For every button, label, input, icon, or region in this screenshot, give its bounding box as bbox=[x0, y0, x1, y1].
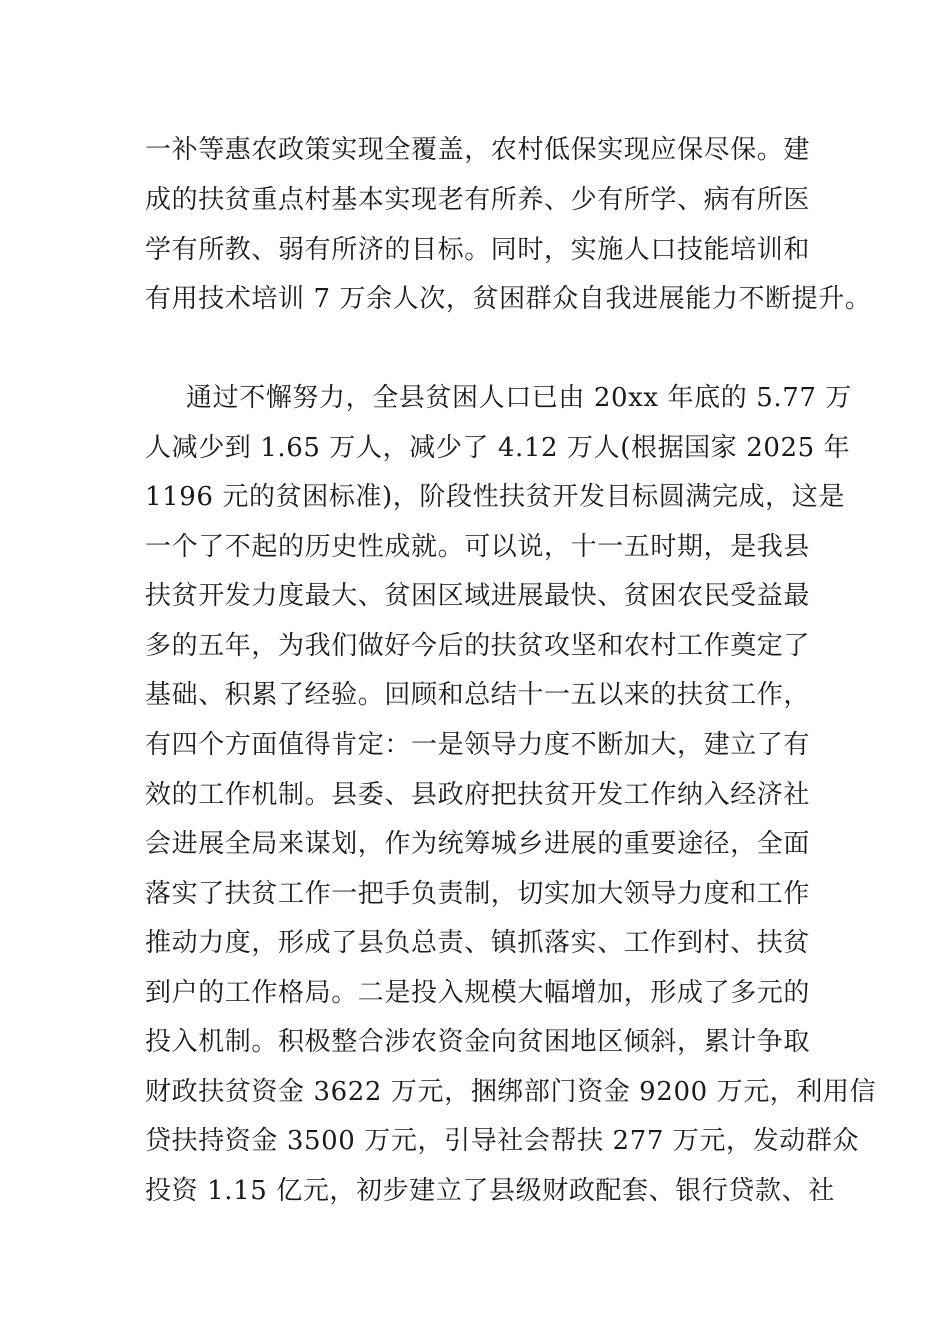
paragraph-1-line-3: 学有所教、弱有所济的目标。同时，实施人口技能培训和 bbox=[145, 235, 811, 265]
paragraph-2-line-1: 通过不懈努力，全县贫困人口已由 20xx 年底的 5.77 万 bbox=[186, 383, 852, 413]
paragraph-2-line-2: 人减少到 1.65 万人，减少了 4.12 万人(根据国家 2025 年 bbox=[145, 433, 851, 463]
paragraph-2-line-9: 效的工作机制。县委、县政府把扶贫开发工作纳入经济社 bbox=[145, 780, 811, 810]
paragraph-2-line-11: 落实了扶贫工作一把手负责制，切实加大领导力度和工作 bbox=[145, 879, 811, 909]
paragraph-2-line-15: 财政扶贫资金 3622 万元，捆绑部门资金 9200 万元，利用信 bbox=[145, 1077, 877, 1107]
paragraph-2-line-6: 多的五年，为我们做好今后的扶贫攻坚和农村工作奠定了 bbox=[145, 631, 811, 661]
paragraph-2-line-10: 会进展全局来谋划，作为统筹城乡进展的重要途径，全面 bbox=[145, 829, 811, 859]
paragraph-1-line-4: 有用技术培训 7 万余人次，贫困群众自我进展能力不断提升。 bbox=[145, 284, 872, 314]
paragraph-1-line-1: 一补等惠农政策实现全覆盖，农村低保实现应保尽保。建 bbox=[145, 135, 811, 165]
paragraph-2-line-3: 1196 元的贫困标准)，阶段性扶贫开发目标圆满完成，这是 bbox=[145, 482, 845, 512]
paragraph-2-line-7: 基础、积累了经验。回顾和总结十一五以来的扶贫工作， bbox=[145, 680, 811, 710]
paragraph-2-line-16: 贷扶持资金 3500 万元，引导社会帮扶 277 万元，发动群众 bbox=[145, 1126, 860, 1156]
paragraph-2-line-5: 扶贫开发力度最大、贫困区域进展最快、贫困农民受益最 bbox=[145, 581, 811, 611]
paragraph-2-line-14: 投入机制。积极整合涉农资金向贫困地区倾斜，累计争取 bbox=[145, 1027, 811, 1057]
paragraph-2-line-8: 有四个方面值得肯定：一是领导力度不断加大，建立了有 bbox=[145, 730, 811, 760]
paragraph-2-line-12: 推动力度，形成了县负总责、镇抓落实、工作到村、扶贫 bbox=[145, 928, 811, 958]
paragraph-2-line-13: 到户的工作格局。二是投入规模大幅增加，形成了多元的 bbox=[145, 978, 811, 1008]
paragraph-1-line-2: 成的扶贫重点村基本实现老有所养、少有所学、病有所医 bbox=[145, 185, 811, 215]
paragraph-2-line-4: 一个了不起的历史性成就。可以说，十一五时期，是我县 bbox=[145, 532, 811, 562]
paragraph-2-line-17: 投资 1.15 亿元，初步建立了县级财政配套、银行贷款、社 bbox=[145, 1176, 835, 1206]
